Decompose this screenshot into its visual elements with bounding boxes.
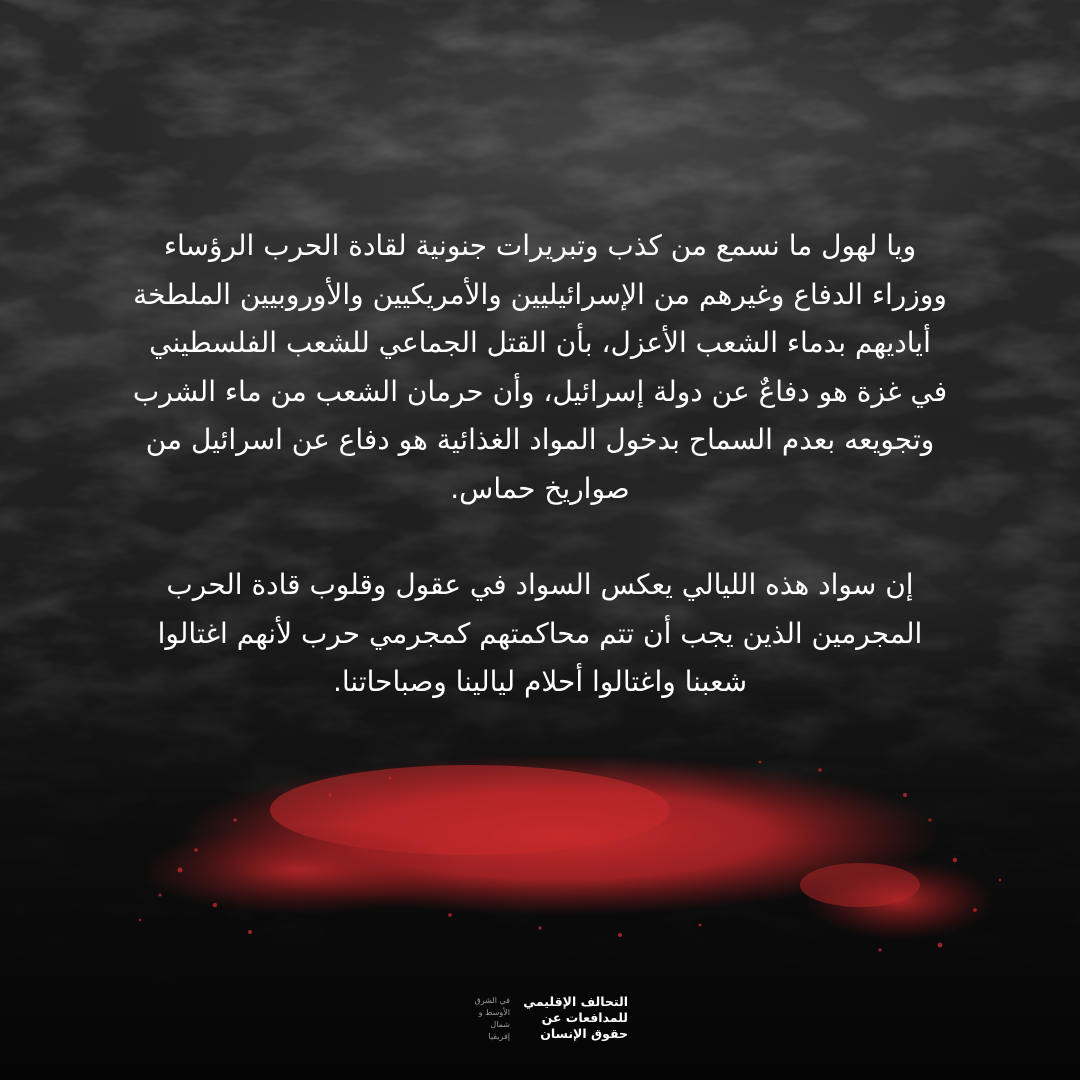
red-paint-splash xyxy=(0,700,1080,1000)
logo-sub-text: في الشرق الأوسط و شمال إفريقيا xyxy=(474,996,510,1041)
organization-logo xyxy=(452,994,628,1044)
main-text-block xyxy=(100,222,980,707)
logo-main-text: التحالف الإقليمي للمدافعات عن حقوق الإنسان xyxy=(523,994,628,1041)
paragraph-2: إن سواد هذه الليالي يعكس السواد في عقول وقلوب قادة الحرب المجرمين الذين يجب أن تتم محاكمتهم كمجرمي حرب لأنهم اغتالوا شعبنا واغتالوا أحلام ليالينا وصباحاتنا. xyxy=(157,568,923,698)
paragraph-1: ويا لهول ما نسمع من كذب وتبريرات جنونية لقادة الحرب الرؤساء ووزراء الدفاع وغيرهم من الإسرائيليين والأمريكيين والأوروبيين الملطخة أياديهم بدماء الشعب الأعزل، بأن القتل الجماعي للشعب الفلسطيني في غزة هو دفاعٌ عن دولة إسرائيل، وأن حرمان الشعب من ماء الشرب وتجويعه بعدم السماح بدخول المواد الغذائية هو دفاع عن اسرائيل من صواريخ حماس. xyxy=(132,229,948,505)
